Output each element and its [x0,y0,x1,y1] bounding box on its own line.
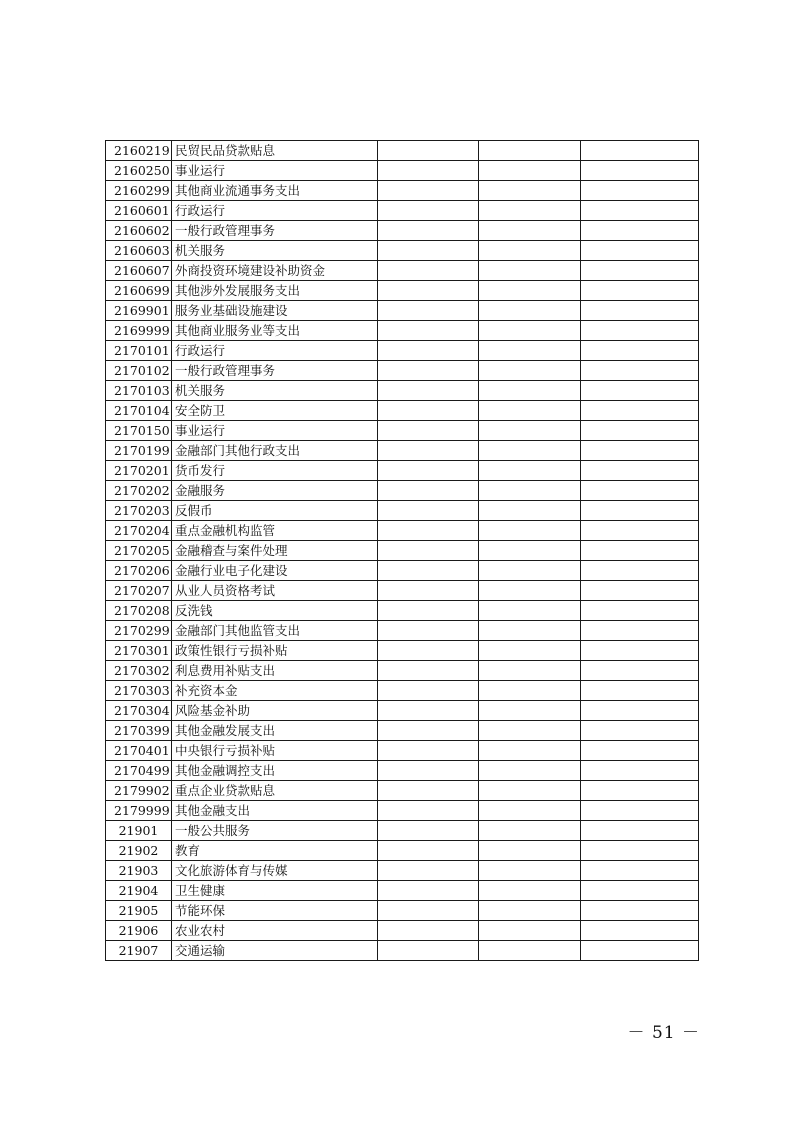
code-cell: 21901 [106,821,172,841]
item-name-cell: 重点企业贷款贴息 [172,781,378,801]
table-row [106,361,699,381]
code-cell: 2170199 [106,441,172,461]
code-cell: 2170304 [106,701,172,721]
value-cell-1 [378,521,479,541]
value-cell-3 [581,601,699,621]
value-cell-3 [581,701,699,721]
value-cell-2 [479,381,581,401]
value-cell-3 [581,761,699,781]
table-row [106,321,699,341]
item-name-cell: 农业农村 [172,921,378,941]
item-name-cell: 安全防卫 [172,401,378,421]
code-cell: 2170104 [106,401,172,421]
value-cell-1 [378,301,479,321]
value-cell-1 [378,361,479,381]
table-row [106,901,699,921]
item-name-cell: 其他金融调控支出 [172,761,378,781]
item-name-cell: 补充资本金 [172,681,378,701]
table-row [106,401,699,421]
value-cell-3 [581,861,699,881]
item-name-cell: 金融部门其他监管支出 [172,621,378,641]
value-cell-1 [378,761,479,781]
value-cell-2 [479,321,581,341]
item-name-cell: 卫生健康 [172,881,378,901]
value-cell-2 [479,141,581,161]
value-cell-3 [581,301,699,321]
table-row [106,681,699,701]
value-cell-1 [378,401,479,421]
table-row [106,601,699,621]
value-cell-3 [581,521,699,541]
value-cell-3 [581,661,699,681]
table-row [106,861,699,881]
code-cell: 2170206 [106,561,172,581]
value-cell-3 [581,221,699,241]
table-row [106,941,699,961]
code-cell: 2170303 [106,681,172,701]
value-cell-1 [378,641,479,661]
item-name-cell: 事业运行 [172,421,378,441]
item-name-cell: 金融行业电子化建设 [172,561,378,581]
value-cell-3 [581,341,699,361]
value-cell-2 [479,781,581,801]
value-cell-2 [479,841,581,861]
value-cell-2 [479,281,581,301]
code-cell: 2170301 [106,641,172,661]
item-name-cell: 一般行政管理事务 [172,361,378,381]
value-cell-2 [479,641,581,661]
item-name-cell: 机关服务 [172,381,378,401]
value-cell-2 [479,201,581,221]
table-row [106,821,699,841]
value-cell-1 [378,261,479,281]
value-cell-1 [378,901,479,921]
code-cell: 2160699 [106,281,172,301]
table-body [106,141,699,961]
value-cell-2 [479,821,581,841]
value-cell-3 [581,501,699,521]
value-cell-3 [581,281,699,301]
table-row [106,181,699,201]
budget-code-table [105,140,699,961]
value-cell-1 [378,221,479,241]
value-cell-2 [479,361,581,381]
item-name-cell: 金融服务 [172,481,378,501]
item-name-cell: 机关服务 [172,241,378,261]
value-cell-3 [581,181,699,201]
value-cell-1 [378,921,479,941]
code-cell: 21905 [106,901,172,921]
value-cell-1 [378,341,479,361]
table-row [106,501,699,521]
code-cell: 2160250 [106,161,172,181]
value-cell-1 [378,421,479,441]
item-name-cell: 金融部门其他行政支出 [172,441,378,461]
value-cell-1 [378,741,479,761]
value-cell-3 [581,461,699,481]
value-cell-3 [581,621,699,641]
code-cell: 21904 [106,881,172,901]
value-cell-2 [479,741,581,761]
value-cell-1 [378,881,479,901]
code-cell: 2160602 [106,221,172,241]
code-cell: 2170399 [106,721,172,741]
value-cell-2 [479,761,581,781]
value-cell-1 [378,461,479,481]
value-cell-3 [581,421,699,441]
item-name-cell: 反假币 [172,501,378,521]
value-cell-3 [581,541,699,561]
table-row [106,241,699,261]
code-cell: 21907 [106,941,172,961]
value-cell-1 [378,321,479,341]
code-cell: 2170401 [106,741,172,761]
item-name-cell: 利息费用补贴支出 [172,661,378,681]
item-name-cell: 民贸民品贷款贴息 [172,141,378,161]
item-name-cell: 其他涉外发展服务支出 [172,281,378,301]
code-cell: 2170201 [106,461,172,481]
table-row [106,461,699,481]
table-row [106,521,699,541]
table-row [106,561,699,581]
value-cell-2 [479,481,581,501]
value-cell-1 [378,821,479,841]
code-cell: 2160603 [106,241,172,261]
value-cell-1 [378,381,479,401]
item-name-cell: 事业运行 [172,161,378,181]
value-cell-2 [479,301,581,321]
value-cell-3 [581,201,699,221]
value-cell-1 [378,241,479,261]
value-cell-2 [479,901,581,921]
value-cell-3 [581,741,699,761]
code-cell: 2160299 [106,181,172,201]
code-cell: 2160601 [106,201,172,221]
table-row [106,341,699,361]
item-name-cell: 其他金融发展支出 [172,721,378,741]
code-cell: 2170203 [106,501,172,521]
table-row [106,541,699,561]
table-row [106,621,699,641]
table-row [106,881,699,901]
value-cell-1 [378,601,479,621]
value-cell-1 [378,861,479,881]
value-cell-2 [479,401,581,421]
item-name-cell: 其他商业服务业等支出 [172,321,378,341]
value-cell-1 [378,701,479,721]
item-name-cell: 从业人员资格考试 [172,581,378,601]
value-cell-1 [378,801,479,821]
value-cell-2 [479,861,581,881]
code-cell: 2160219 [106,141,172,161]
table-row [106,841,699,861]
table-row [106,781,699,801]
item-name-cell: 一般行政管理事务 [172,221,378,241]
item-name-cell: 一般公共服务 [172,821,378,841]
value-cell-2 [479,441,581,461]
value-cell-1 [378,441,479,461]
value-cell-2 [479,161,581,181]
value-cell-3 [581,801,699,821]
value-cell-2 [479,681,581,701]
page-number: － 51 － [627,1023,700,1043]
value-cell-1 [378,481,479,501]
value-cell-2 [479,561,581,581]
code-cell: 2170103 [106,381,172,401]
value-cell-3 [581,441,699,461]
value-cell-1 [378,501,479,521]
table-row [106,441,699,461]
item-name-cell: 其他商业流通事务支出 [172,181,378,201]
item-name-cell: 重点金融机构监管 [172,521,378,541]
value-cell-2 [479,601,581,621]
table-row [106,721,699,741]
table-row [106,801,699,821]
code-cell: 2170102 [106,361,172,381]
item-name-cell: 教育 [172,841,378,861]
value-cell-2 [479,181,581,201]
value-cell-2 [479,421,581,441]
item-name-cell: 行政运行 [172,201,378,221]
item-name-cell: 政策性银行亏损补贴 [172,641,378,661]
code-cell: 2170204 [106,521,172,541]
value-cell-1 [378,661,479,681]
value-cell-2 [479,261,581,281]
code-cell: 2170101 [106,341,172,361]
value-cell-1 [378,781,479,801]
value-cell-2 [479,921,581,941]
value-cell-2 [479,581,581,601]
item-name-cell: 交通运输 [172,941,378,961]
value-cell-2 [479,461,581,481]
table-row [106,661,699,681]
value-cell-2 [479,221,581,241]
value-cell-1 [378,201,479,221]
table-row [106,641,699,661]
value-cell-3 [581,241,699,261]
value-cell-2 [479,701,581,721]
value-cell-3 [581,821,699,841]
table-row [106,581,699,601]
value-cell-1 [378,161,479,181]
table-row [106,761,699,781]
value-cell-3 [581,881,699,901]
value-cell-2 [479,241,581,261]
value-cell-2 [479,541,581,561]
value-cell-3 [581,901,699,921]
value-cell-1 [378,141,479,161]
value-cell-3 [581,381,699,401]
value-cell-2 [479,521,581,541]
item-name-cell: 外商投资环境建设补助资金 [172,261,378,281]
value-cell-2 [479,501,581,521]
code-cell: 2169999 [106,321,172,341]
item-name-cell: 中央银行亏损补贴 [172,741,378,761]
code-cell: 2170207 [106,581,172,601]
value-cell-3 [581,481,699,501]
table-row [106,161,699,181]
value-cell-1 [378,941,479,961]
item-name-cell: 风险基金补助 [172,701,378,721]
value-cell-1 [378,681,479,701]
value-cell-2 [479,941,581,961]
value-cell-1 [378,281,479,301]
code-cell: 21906 [106,921,172,941]
item-name-cell: 货币发行 [172,461,378,481]
table-row [106,741,699,761]
value-cell-3 [581,941,699,961]
value-cell-2 [479,721,581,741]
code-cell: 2170202 [106,481,172,501]
code-cell: 2170302 [106,661,172,681]
table-row [106,701,699,721]
value-cell-3 [581,321,699,341]
value-cell-1 [378,181,479,201]
item-name-cell: 其他金融支出 [172,801,378,821]
code-cell: 2170150 [106,421,172,441]
table-row [106,381,699,401]
code-cell: 21902 [106,841,172,861]
value-cell-3 [581,681,699,701]
table-row [106,921,699,941]
value-cell-1 [378,841,479,861]
code-cell: 2179999 [106,801,172,821]
code-cell: 2170208 [106,601,172,621]
table-row [106,301,699,321]
table-row [106,221,699,241]
code-cell: 2170299 [106,621,172,641]
value-cell-3 [581,361,699,381]
code-cell: 21903 [106,861,172,881]
item-name-cell: 文化旅游体育与传媒 [172,861,378,881]
table-row [106,201,699,221]
value-cell-2 [479,801,581,821]
value-cell-3 [581,841,699,861]
table-row [106,481,699,501]
value-cell-3 [581,141,699,161]
value-cell-2 [479,621,581,641]
value-cell-3 [581,921,699,941]
item-name-cell: 行政运行 [172,341,378,361]
code-cell: 2169901 [106,301,172,321]
value-cell-1 [378,541,479,561]
code-cell: 2179902 [106,781,172,801]
value-cell-1 [378,721,479,741]
value-cell-3 [581,781,699,801]
item-name-cell: 反洗钱 [172,601,378,621]
value-cell-3 [581,581,699,601]
value-cell-3 [581,401,699,421]
table-row [106,281,699,301]
value-cell-2 [479,661,581,681]
table-row [106,261,699,281]
table-row [106,421,699,441]
item-name-cell: 服务业基础设施建设 [172,301,378,321]
code-cell: 2170205 [106,541,172,561]
value-cell-1 [378,581,479,601]
value-cell-2 [479,881,581,901]
value-cell-3 [581,161,699,181]
item-name-cell: 金融稽查与案件处理 [172,541,378,561]
code-cell: 2170499 [106,761,172,781]
value-cell-1 [378,621,479,641]
value-cell-1 [378,561,479,581]
code-cell: 2160607 [106,261,172,281]
table-row [106,141,699,161]
item-name-cell: 节能环保 [172,901,378,921]
value-cell-2 [479,341,581,361]
value-cell-3 [581,561,699,581]
value-cell-3 [581,721,699,741]
value-cell-3 [581,261,699,281]
value-cell-3 [581,641,699,661]
